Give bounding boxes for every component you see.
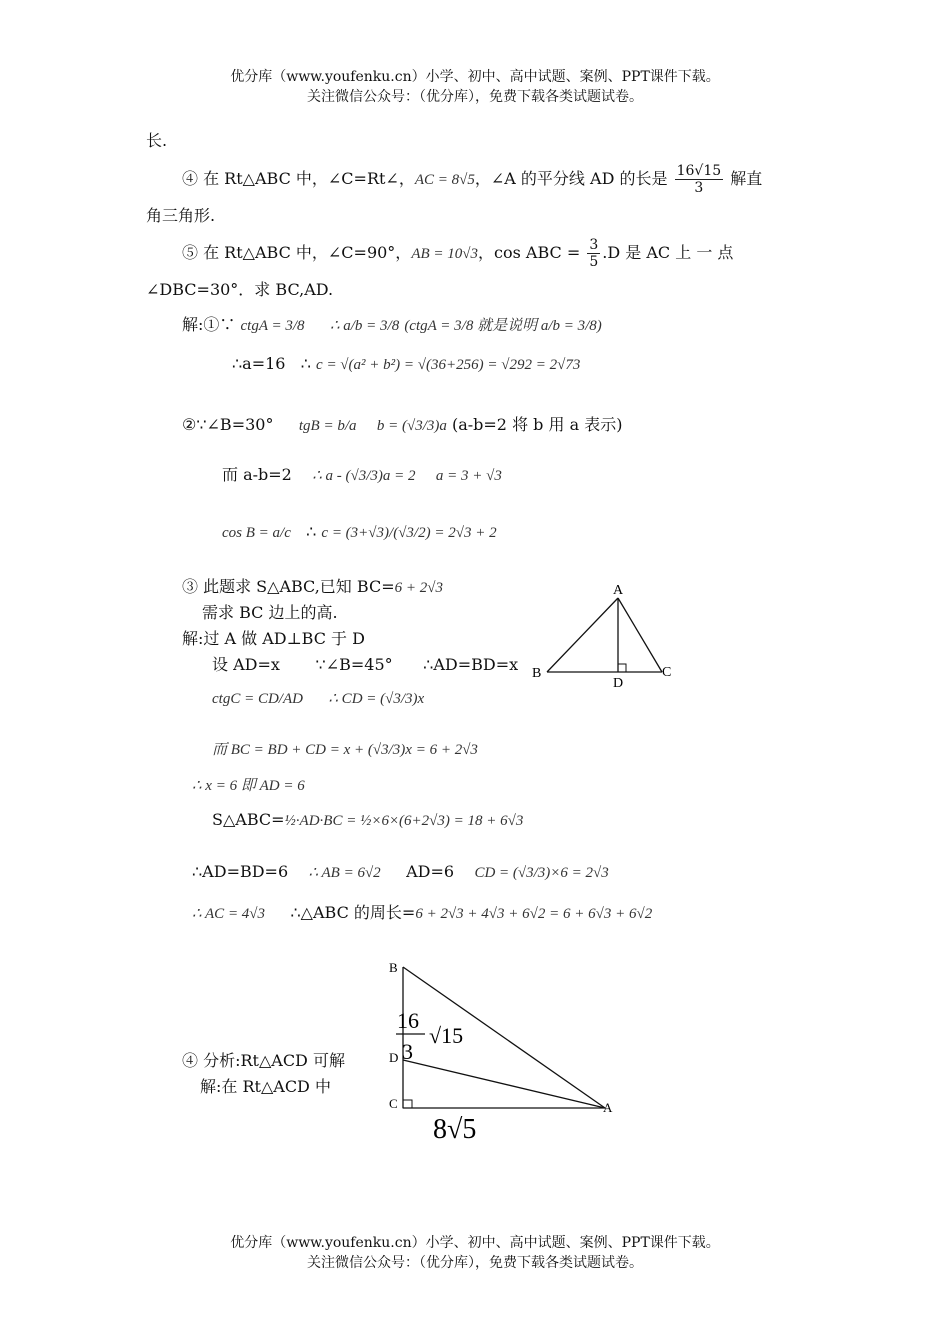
header-line-1: 优分库（www.youfenku.cn）小学、初中、高中试题、案例、PPT课件下载。: [230, 69, 720, 85]
problem-5-line-2: ∠DBC=30°．求 BC,AD.: [146, 280, 334, 299]
label-b: B: [532, 666, 542, 681]
label-a: A: [603, 1100, 613, 1115]
solution-2-line-3: cos B = a/c ∴ c = (3+√3)/(√3/2) = 2√3 + 2: [222, 522, 497, 541]
solution-2-line-2: 而 a-b=2 ∴ a - (√3/3)a = 2 a = 3 + √3: [222, 465, 502, 484]
solution-3-line-3: 解:过 A 做 AD⊥BC 于 D: [182, 629, 365, 648]
side-ab: [547, 598, 618, 672]
solution-1-line-1: 解:①∵ ctgA = 3/8 ∴ a/b = 3/8 (ctgA = 3/8 就是说明 a/b = 3/8): [182, 315, 602, 334]
fraction: $\frac{16√15}{3}$: [676, 163, 722, 196]
solution-4-line-1: ④ 分析:Rt△ACD 可解: [182, 1051, 345, 1070]
solution-3-line-4: 设 AD=x ∵∠B=45° ∴AD=BD=x: [212, 655, 519, 674]
footer-line-2: 关注微信公众号：（优分库），免费下载各类试题试卷。: [307, 1255, 643, 1271]
label-d: D: [613, 676, 624, 690]
bd-length-numerator: 16: [397, 1008, 419, 1033]
solution-3-line-10: ∴ AC = 4√3 ∴△ABC 的周长=6 + 2√3 + 4√3 + 6√2 = 6 + 6√3 + 6√2: [192, 903, 653, 922]
label-d: D: [389, 1050, 399, 1065]
triangle-figure-1: [525, 580, 685, 690]
solution-3-line-2: 需求 BC 边上的高.: [202, 603, 338, 622]
label-c: C: [389, 1096, 398, 1111]
solution-3-line-6: 而 BC = BD + CD = x + (√3/3)x = 6 + 2√3: [212, 742, 478, 758]
triangle-figure-2: [385, 955, 625, 1150]
solution-3-line-9: ∴AD=BD=6 ∴ AB = 6√2 AD=6 CD = (√3/3)×6 = 2√3: [192, 862, 609, 881]
bisector-ad: [403, 1060, 605, 1108]
label-b: B: [389, 960, 398, 975]
continuation-text: 长.: [146, 131, 168, 150]
label-c: C: [662, 665, 672, 680]
bd-length-denominator: 3: [402, 1039, 413, 1064]
problem-4-line-1: ④ 在 Rt△ABC 中，∠C=Rt∠，AC = 8√5，∠A 的平分线 AD 的长是 $\frac{16√15}{3}$ 解直: [182, 163, 763, 196]
ac-length-label: 8√5: [433, 1114, 477, 1145]
footer-line-1: 优分库（www.youfenku.cn）小学、初中、高中试题、案例、PPT课件下载。: [230, 1235, 720, 1251]
fraction: $\frac{3}{5}$: [589, 237, 599, 270]
solution-4-line-2: 解:在 Rt△ACD 中: [200, 1077, 331, 1096]
solution-3-line-7: ∴ x = 6 即 AD = 6: [192, 778, 305, 794]
solution-2-line-1: ②∵∠B=30° tgB = b/a b = (√3/3)a (a-b=2 将 b 用 a 表示): [182, 415, 623, 434]
problem-5-line-1: ⑤ 在 Rt△ABC 中，∠C=90°，AB = 10√3，cos ABC = $\frac{3}{5}$ .D 是 AC 上 一 点: [182, 237, 734, 270]
label-a: A: [613, 583, 624, 598]
solution-3-line-8: S△ABC=½·AD·BC = ½×6×(6+2√3) = 18 + 6√3: [212, 810, 524, 829]
side-ac: [618, 598, 662, 672]
problem-4-line-2: 角三角形.: [146, 206, 216, 225]
solution-3-line-5: ctgC = CD/AD ∴ CD = (√3/3)x: [212, 691, 425, 707]
header-line-2: 关注微信公众号：（优分库），免费下载各类试题试卷。: [307, 89, 643, 105]
right-angle-mark: [618, 664, 626, 672]
solution-3-line-1: ③ 此题求 S△ABC,已知 BC=6 + 2√3: [182, 577, 443, 596]
right-angle-mark: [403, 1100, 412, 1108]
bd-length-root: √15: [429, 1023, 464, 1048]
solution-1-line-2: ∴a=16 ∴ c = √(a² + b²) = √(36+256) = √292 = 2√73: [232, 354, 581, 373]
